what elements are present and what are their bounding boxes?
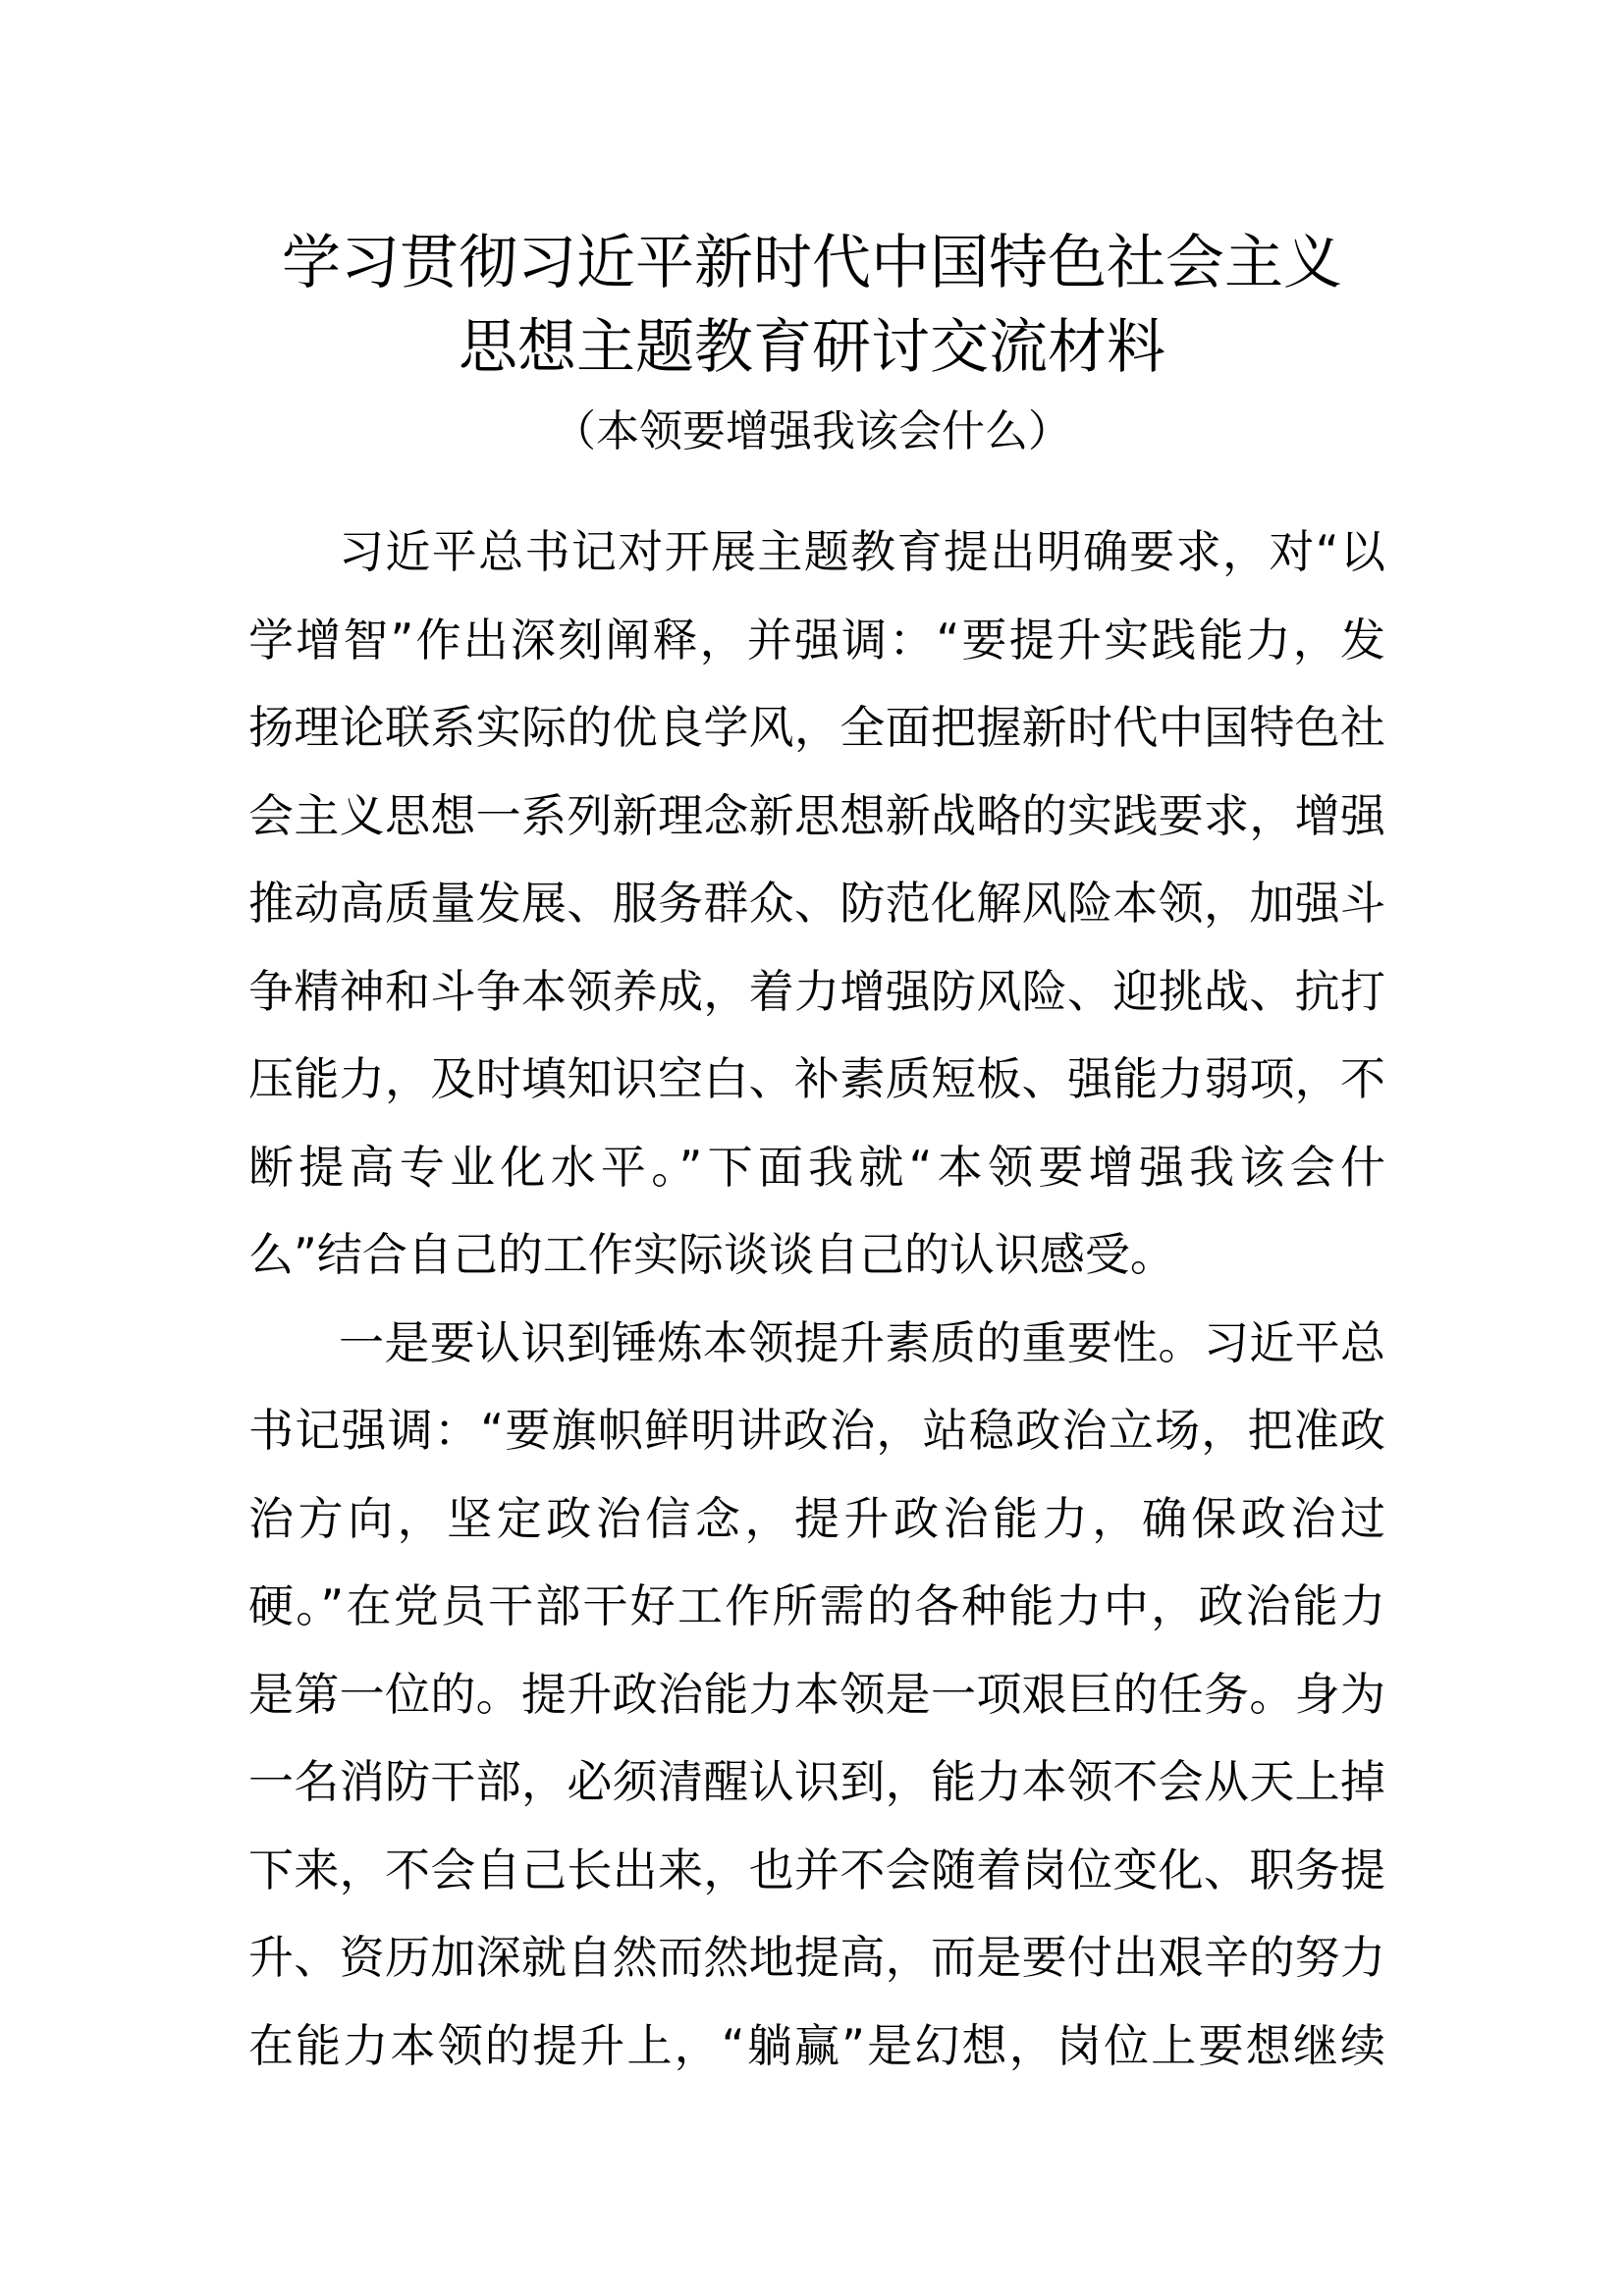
text-line: 下来，不会自己长出来，也并不会随着岗位变化、职务提 <box>248 1842 1385 1896</box>
document-title-line-2: 思想主题教育研讨交流材料 <box>459 313 1165 382</box>
text-line: 是第一位的。提升政治能力本领是一项艰巨的任务。身为 <box>248 1667 1385 1721</box>
paragraph-2 <box>248 1300 1385 2091</box>
text-line: 么”结合自己的工作实际谈谈自己的认识感受。 <box>248 1228 1175 1281</box>
text-line: 压能力，及时填知识空白、补素质短板、强能力弱项，不 <box>248 1052 1385 1105</box>
document-body <box>248 508 1385 2090</box>
text-line: 在能力本领的提升上，“躺赢”是幻想，岗位上要想继续 <box>248 2018 1385 2072</box>
text-line: 争精神和斗争本领养成，着力增强防风险、迎挑战、抗打 <box>248 964 1385 1018</box>
text-line: 一是要认识到锤炼本领提升素质的重要性。习近平总 <box>339 1315 1385 1369</box>
text-line: 扬理论联系实际的优良学风，全面把握新时代中国特色社 <box>248 701 1385 754</box>
text-line: 会主义思想一系列新理念新思想新战略的实践要求，增强 <box>248 788 1385 842</box>
text-line: 推动高质量发展、服务群众、防范化解风险本领，加强斗 <box>248 877 1385 930</box>
text-line: 学增智”作出深刻阐释，并强调：“要提升实践能力，发 <box>248 613 1385 667</box>
text-line: 断提高专业化水平。”下面我就“本领要增强我该会什 <box>248 1140 1385 1194</box>
text-line: 书记强调：“要旗帜鲜明讲政治，站稳政治立场，把准政 <box>248 1404 1385 1457</box>
text-line: 硬。”在党员干部干好工作所需的各种能力中，政治能力 <box>248 1579 1385 1632</box>
text-line: 治方向，坚定政治信念，提升政治能力，确保政治过 <box>248 1491 1385 1545</box>
paragraph-1 <box>248 508 1385 1300</box>
text-line: 一名消防干部，必须清醒认识到，能力本领不会从天上掉 <box>248 1755 1385 1808</box>
text-line: 升、资历加深就自然而然地提高，而是要付出艰辛的努力 <box>248 1931 1385 1984</box>
text-line: 习近平总书记对开展主题教育提出明确要求，对“以 <box>339 525 1385 578</box>
document-subtitle: （本领要增强我该会什么） <box>553 406 1071 456</box>
document-title-line-1: 学习贯彻习近平新时代中国特色社会主义 <box>282 229 1342 297</box>
